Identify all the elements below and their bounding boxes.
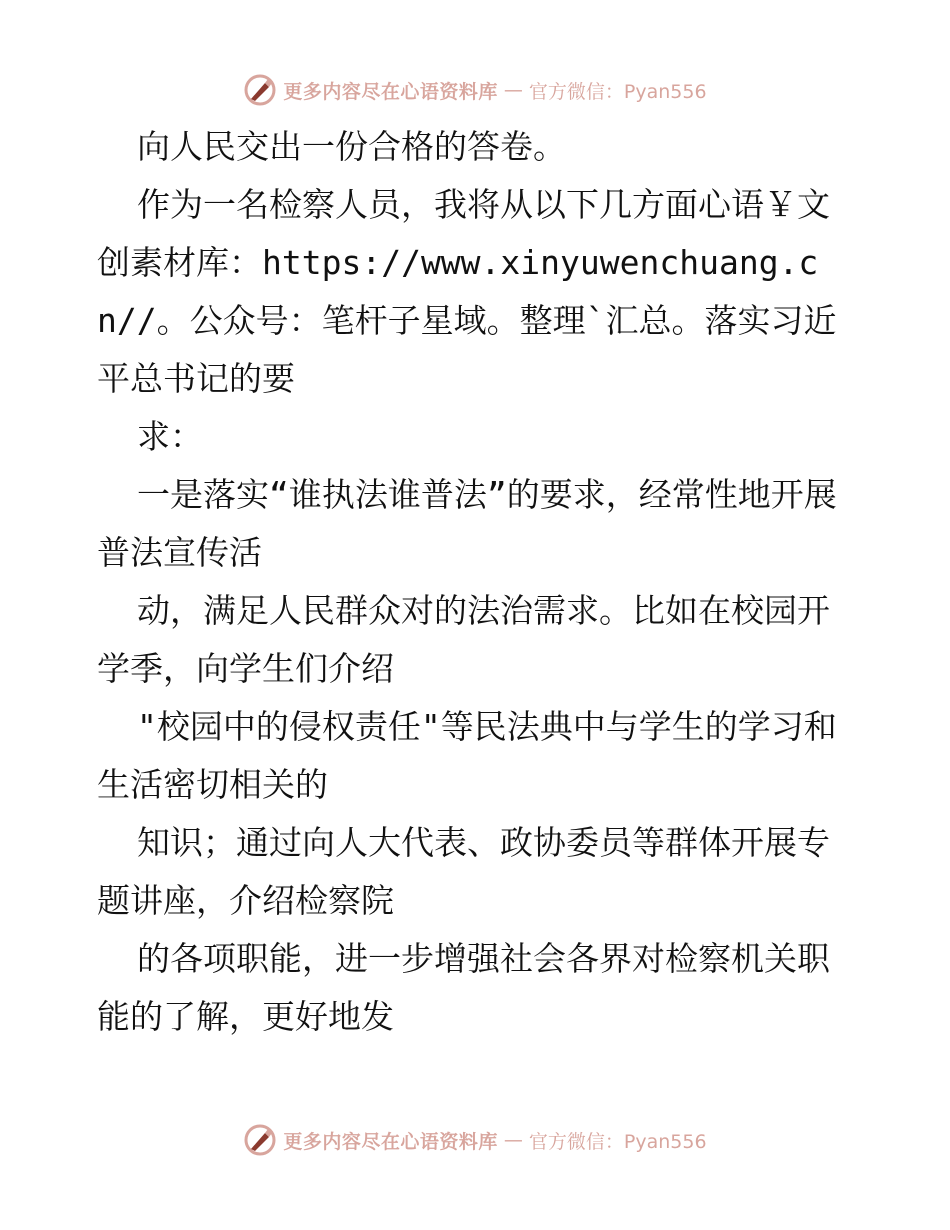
paragraph-5: 动，满足人民群众对的法治需求。比如在校园开学季，向学生们介绍 <box>97 591 830 688</box>
paragraph-6: "校园中的侵权责任"等民法典中与学生的学习和生活密切相关的 <box>97 707 837 804</box>
pen-logo-icon <box>243 73 277 107</box>
pen-logo-icon <box>243 1123 277 1157</box>
paragraph-1: 向人民交出一份合格的答卷。 <box>137 127 566 166</box>
watermark-dash: — <box>503 79 523 101</box>
paragraph-8: 的各项职能，进一步增强社会各界对检察机关职能的了解，更好地发 <box>97 939 830 1036</box>
watermark-wechat-text: 官方微信：Pyan556 <box>528 80 707 103</box>
watermark-banner-top <box>243 73 706 107</box>
page-header <box>0 70 950 110</box>
watermark-wechat-text: 官方微信：Pyan556 <box>528 1130 707 1153</box>
watermark-site-text: 更多内容尽在心语资料库 <box>283 80 498 103</box>
paragraph-4: 一是落实“谁执法谁普法”的要求，经常性地开展普法宣传活 <box>97 475 837 572</box>
page-footer <box>0 1120 950 1160</box>
document-body <box>97 118 857 1046</box>
paragraph-7: 知识；通过向人大代表、政协委员等群体开展专题讲座，介绍检察院 <box>97 823 830 920</box>
watermark-site-text: 更多内容尽在心语资料库 <box>283 1130 498 1153</box>
watermark-banner-bottom <box>243 1123 706 1157</box>
paragraph-2: 作为一名检察人员，我将从以下几方面心语￥文创素材库：https://www.xinyuwenchuang.cn//。公众号：笔杆子星域。整理`汇总。落实习近平总书记的要 <box>97 185 837 398</box>
paragraph-3: 求： <box>137 417 203 456</box>
watermark-dash: — <box>503 1129 523 1151</box>
